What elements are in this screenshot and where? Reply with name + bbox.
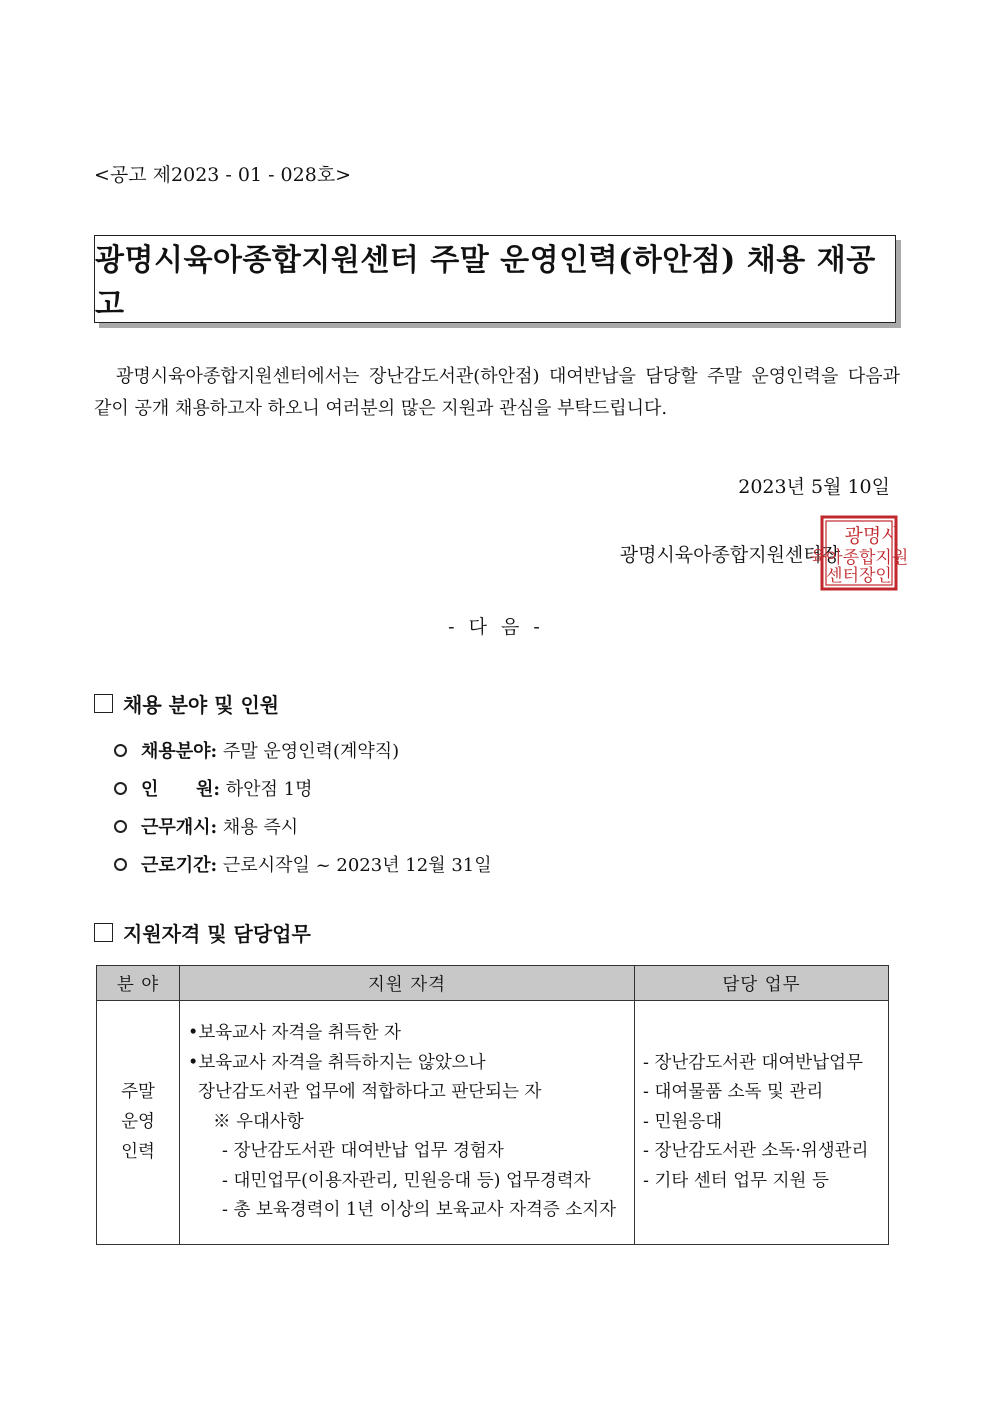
item-label: 근무개시: <box>141 817 218 838</box>
qualification-line: ※ 우대사항 <box>213 1111 304 1132</box>
qualification-line: - 장난감도서관 대여반납 업무 경험자 <box>222 1141 504 1161</box>
item-value: 하안점 1명 <box>220 779 313 800</box>
field-line: 주말 <box>121 1082 155 1103</box>
list-item <box>114 731 492 769</box>
qualification-cell <box>180 1001 635 1245</box>
table-header-row <box>97 966 889 1001</box>
circle-bullet-icon <box>114 782 127 795</box>
svg-text:센터장인: 센터장인 <box>826 566 892 586</box>
section-divider: - 다 음 - <box>448 616 544 638</box>
circle-bullet-icon <box>114 820 127 833</box>
notice-number: <공고 제2023 - 01 - 028호> <box>94 164 352 186</box>
duty-line: - 대여물품 소독 및 관리 <box>643 1082 824 1102</box>
svg-text:육아종합지원: 육아종합지원 <box>809 548 909 568</box>
announcement-date: 2023년 5월 10일 <box>738 476 890 498</box>
header-qualification: 지원 자격 <box>180 966 635 1001</box>
header-field: 분 야 <box>97 966 180 1001</box>
official-seal <box>809 515 909 591</box>
duty-line: - 기타 센터 업무 지원 등 <box>643 1170 829 1191</box>
section-qualification-title: 지원자격 및 담당업무 <box>123 922 311 946</box>
item-label: 인 원: <box>141 779 221 800</box>
duty-line: - 장난감도서관 소독·위생관리 <box>643 1141 869 1161</box>
section-recruitment-heading <box>94 689 279 718</box>
qualification-table <box>96 965 889 1245</box>
qualification-line: •보육교사 자격을 취득하지는 않았으나 <box>188 1052 486 1073</box>
intro-paragraph: 광명시육아종합지원센터에서는 장난감도서관(하안점) 대여반납을 담당할 주말 운영인력을 다음과 같이 공개 채용하고자 하오니 여러분의 많은 지원과 관심을 부탁드립니다. <box>94 366 900 419</box>
section-qualification-heading <box>94 918 311 947</box>
list-item <box>114 807 492 845</box>
page-title-text: 광명시육아종합지원센터 주말 운영인력(하안점) 채용 재공고 <box>95 243 876 322</box>
page-title <box>94 235 896 323</box>
item-value: 채용 즉시 <box>217 817 299 838</box>
item-value: 주말 운영인력(계약직) <box>217 741 400 762</box>
field-cell <box>97 1001 180 1245</box>
qualification-line: - 대민업무(이용자관리, 민원응대 등) 업무경력자 <box>222 1170 591 1191</box>
square-bullet-icon <box>94 694 113 713</box>
svg-text:광명시: 광명시 <box>844 525 900 547</box>
header-duty: 담당 업무 <box>635 966 889 1001</box>
duty-cell <box>635 1001 889 1245</box>
field-line: 운영 <box>121 1112 155 1133</box>
list-item <box>114 845 492 883</box>
table-row <box>97 1001 889 1245</box>
square-bullet-icon <box>94 923 113 942</box>
duty-line: - 장난감도서관 대여반납업무 <box>643 1052 863 1073</box>
item-label: 근로기간: <box>141 855 218 876</box>
section-recruitment-title: 채용 분야 및 인원 <box>123 693 280 717</box>
circle-bullet-icon <box>114 858 127 871</box>
recruitment-list <box>114 731 492 883</box>
qualification-line: •보육교사 자격을 취득한 자 <box>188 1023 401 1043</box>
issuer-name: 광명시육아종합지원센터장 <box>619 544 840 566</box>
field-line: 인력 <box>121 1142 155 1163</box>
qualification-line: - 총 보육경력이 1년 이상의 보육교사 자격증 소지자 <box>222 1200 617 1220</box>
item-value: 근로시작일 ~ 2023년 12월 31일 <box>217 855 492 876</box>
list-item <box>114 769 492 807</box>
duty-line: - 민원응대 <box>643 1111 723 1132</box>
qualification-line: 장난감도서관 업무에 적합하다고 판단되는 자 <box>198 1082 542 1102</box>
item-label: 채용분야: <box>141 741 218 762</box>
circle-bullet-icon <box>114 744 127 757</box>
